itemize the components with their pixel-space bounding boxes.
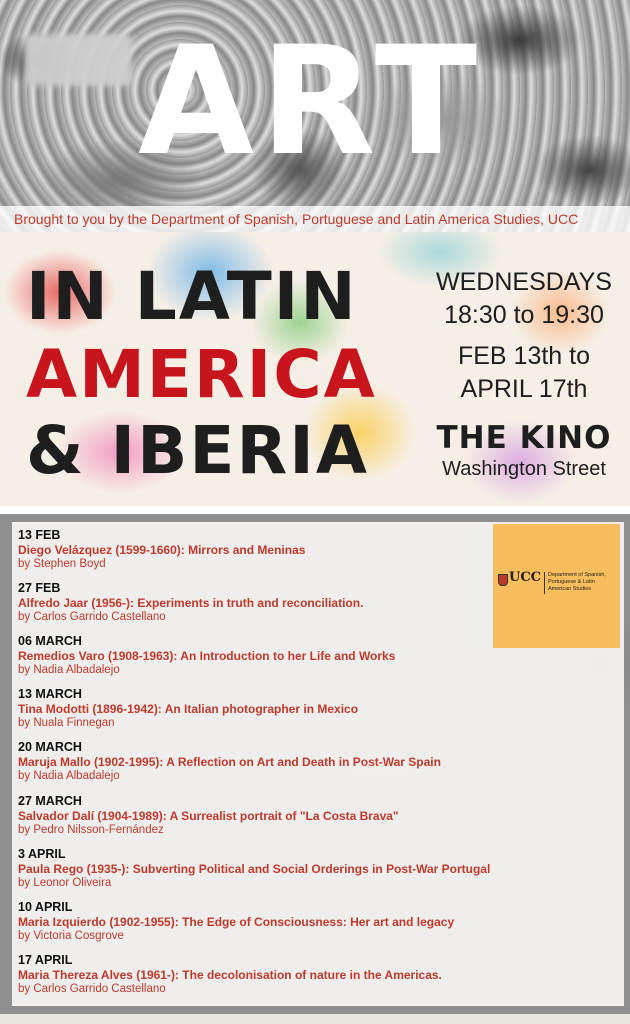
event-date: 20 MARCH: [18, 740, 82, 754]
event-item: [18, 581, 618, 624]
event-speaker: by Nadia Albadalejo: [18, 770, 120, 782]
schedule-time: 18:30 to 19:30: [444, 301, 604, 329]
bottom-strip: [0, 1014, 630, 1024]
venue-name: THE KINO: [436, 420, 612, 456]
event-item: [18, 900, 618, 943]
event-speaker: by Leonor Oliveira: [18, 877, 112, 889]
event-speaker: by Carlos Garrido Castellano: [18, 611, 166, 623]
event-speaker: by Nuala Finnegan: [18, 717, 115, 729]
tagline: Brought to you by the Department of Spanish, Portuguese and Latin America Studies, UCC: [14, 211, 579, 227]
logo-department: Department of Spanish, Portuguese & Latin American Studies: [548, 572, 606, 592]
event-title: Maria Izquierdo (1902-1955): The Edge of Consciousness: Her art and legacy: [18, 915, 455, 929]
logo-ucc-text: UCC: [509, 570, 542, 585]
headline-line-3: & IBERIA: [26, 412, 369, 489]
event-date: 13 FEB: [18, 528, 61, 542]
date-range-end: APRIL 17th: [460, 375, 588, 403]
header-title: ART: [138, 15, 484, 189]
event-item: [18, 847, 618, 890]
event-title: Alfredo Jaar (1956-): Experiments in truth and reconciliation.: [18, 596, 364, 610]
event-speaker: by Carlos Garrido Castellano: [18, 983, 166, 995]
event-speaker: by Victoria Cosgrove: [18, 930, 124, 942]
event-date: 27 FEB: [18, 581, 61, 595]
date-range-start: FEB 13th to: [457, 342, 591, 370]
event-title: Tina Modotti (1896-1942): An Italian photographer in Mexico: [18, 702, 359, 716]
event-item: [18, 528, 618, 571]
event-speaker: by Nadia Albadalejo: [18, 664, 120, 676]
event-item: [18, 634, 618, 677]
event-date: 27 MARCH: [18, 794, 82, 808]
divider: [0, 506, 630, 514]
event-date: 06 MARCH: [18, 634, 82, 648]
event-title: Paula Rego (1935-): Subverting Political and Social Orderings in Post-War Portugal: [18, 862, 491, 876]
blurred-logo: [24, 34, 132, 86]
event-title: Maria Thereza Alves (1961-): The decolonisation of nature in the Americas.: [18, 968, 442, 982]
headline-line-2: AMERICA: [26, 336, 377, 413]
event-date: 3 APRIL: [18, 847, 66, 861]
event-date: 10 APRIL: [18, 900, 73, 914]
venue-street: Washington Street: [442, 458, 606, 480]
event-item: [18, 794, 618, 837]
event-speaker: by Pedro Nilsson-Fernández: [18, 824, 164, 836]
event-speaker: by Stephen Boyd: [18, 558, 106, 570]
event-title: Remedios Varo (1908-1963): An Introduction to her Life and Works: [18, 649, 396, 663]
headline-line-1: IN LATIN: [26, 258, 358, 335]
event-item: [18, 687, 618, 730]
event-item: [18, 740, 618, 783]
schedule-day: WEDNESDAYS: [436, 268, 612, 296]
event-date: 13 MARCH: [18, 687, 82, 701]
event-date: 17 APRIL: [18, 953, 73, 967]
event-item: [18, 953, 618, 996]
event-title: Salvador Dalí (1904-1989): A Surrealist portrait of "La Costa Brava": [18, 809, 399, 823]
event-title: Diego Velázquez (1599-1660): Mirrors and Meninas: [18, 543, 306, 557]
event-title: Maruja Mallo (1902-1995): A Reflection on Art and Death in Post-War Spain: [18, 755, 441, 769]
